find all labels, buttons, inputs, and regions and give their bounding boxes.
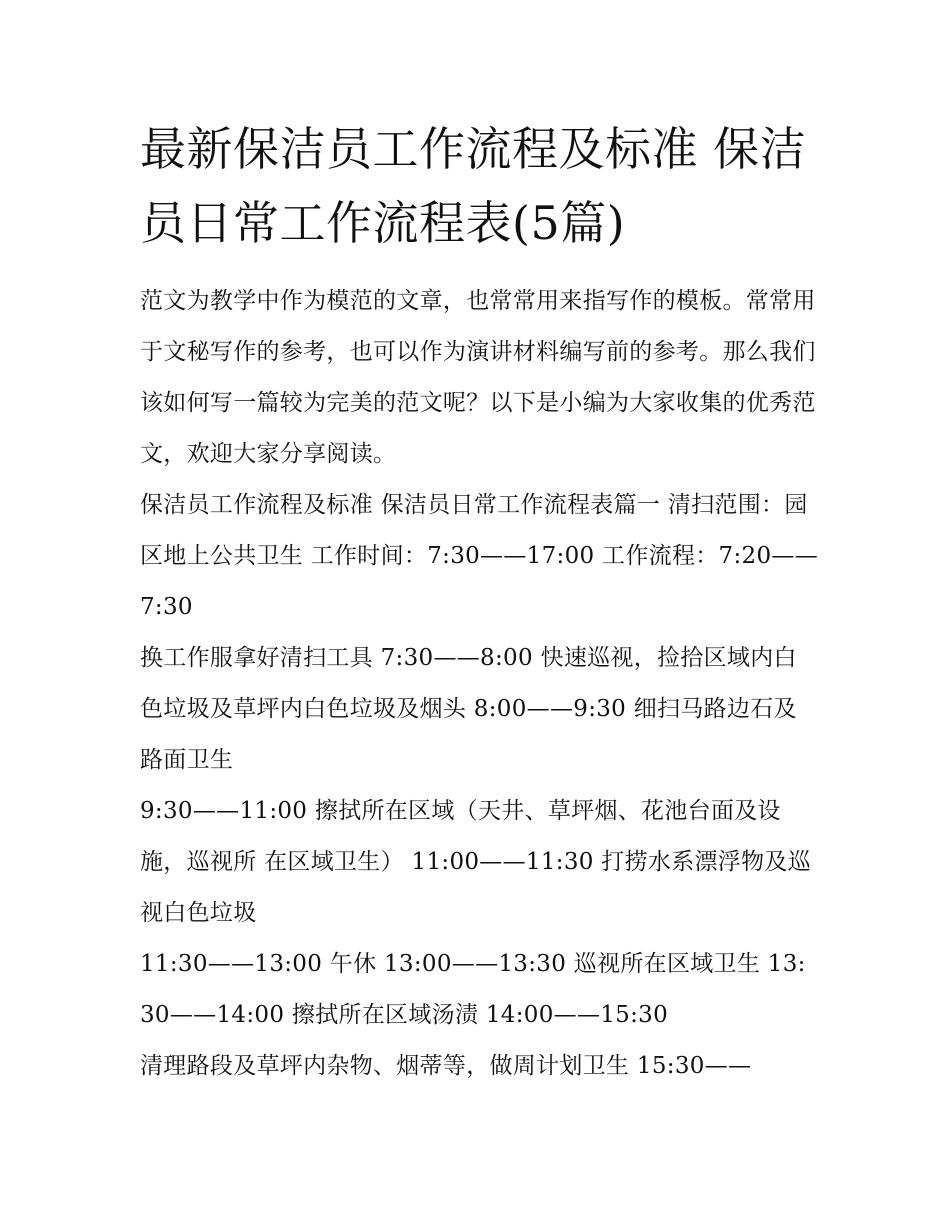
workflow-paragraph-4: 11:30——13:00 午休 13:00——13:30 巡视所在区域卫生 13:30——14:00 擦拭所在区域汤渍 14:00——15:30 xyxy=(140,951,806,1028)
intro-paragraph: 范文为教学中作为模范的文章，也常常用来指写作的模板。常常用于文秘写作的参考，也可以作为演讲材料编写前的参考。那么我们该如何写一篇较为完美的范文呢？以下是小编为大家收集的优秀范文，欢迎大家分享阅读。 xyxy=(140,288,816,467)
workflow-paragraph-3: 9:30——11:00 擦拭所在区域（天井、草坪烟、花池台面及设施，巡视所 在区域卫生） 11:00——11:30 打捞水系漂浮物及巡视白色垃圾 xyxy=(140,798,811,926)
document-body xyxy=(140,112,820,1092)
workflow-paragraph-5: 清理路段及草坪内杂物、烟蒂等，做周计划卫生 15:30—— xyxy=(140,1053,752,1079)
workflow-paragraph-2: 换工作服拿好清扫工具 7:30——8:00 快速巡视，捡拾区域内白色垃圾及草坪内白色垃圾及烟头 8:00——9:30 细扫马路边石及路面卫生 xyxy=(140,645,797,773)
document-title: 最新保洁员工作流程及标准 保洁员日常工作流程表(5篇) xyxy=(140,122,807,250)
workflow-paragraph-1: 保洁员工作流程及标准 保洁员日常工作流程表篇一 清扫范围：园区地上公共卫生 工作时间：7:30——17:00 工作流程：7:20——7:30 xyxy=(140,492,819,620)
